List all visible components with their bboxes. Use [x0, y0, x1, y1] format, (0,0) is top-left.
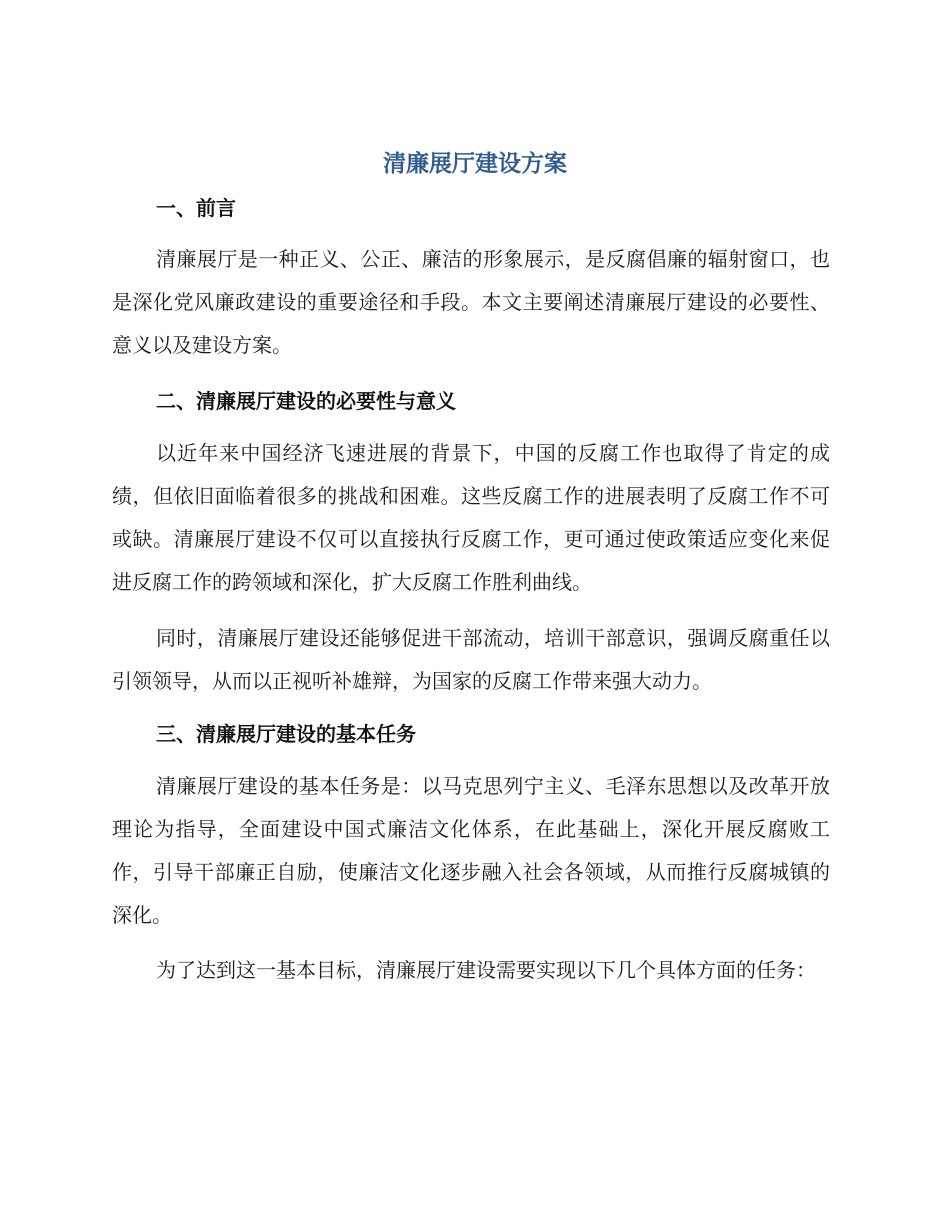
- section-heading-necessity: 二、清廉展厅建设的必要性与意义: [156, 389, 456, 413]
- section-heading-tasks: 三、清廉展厅建设的基本任务: [156, 722, 416, 746]
- paragraph-necessity-1: 以近年来中国经济飞速进展的背景下，中国的反腐工作也取得了肯定的成绩，但依旧面临着很多的挑战和困难。这些反腐工作的进展表明了反腐工作不可或缺。清廉展厅建设不仅可以直接执行反腐工作，更可通过使政策适应变化来促进反腐工作的跨领域和深化，扩大反腐工作胜利曲线。: [112, 441, 830, 594]
- section-heading-preface: 一、前言: [156, 196, 236, 220]
- paragraph-tasks-2: 为了达到这一基本目标，清廉展厅建设需要实现以下几个具体方面的任务：: [156, 958, 816, 982]
- paragraph-tasks-1: 清廉展厅建设的基本任务是：以马克思列宁主义、毛泽东思想以及改革开放理论为指导，全面建设中国式廉洁文化体系，在此基础上，深化开展反腐败工作，引导干部廉正自励，使廉洁文化逐步融入社会各领域，从而推行反腐城镇的深化。: [112, 774, 830, 927]
- paragraph-preface: 清廉展厅是一种正义、公正、廉洁的形象展示，是反腐倡廉的辐射窗口，也是深化党风廉政建设的重要途径和手段。本文主要阐述清廉展厅建设的必要性、意义以及建设方案。: [112, 247, 830, 357]
- paragraph-necessity-2: 同时，清廉展厅建设还能够促进干部流动，培训干部意识，强调反腐重任以引领领导，从而以正视听补雄辩，为国家的反腐工作带来强大动力。: [112, 626, 830, 693]
- document-title: 清廉展厅建设方案: [383, 151, 567, 177]
